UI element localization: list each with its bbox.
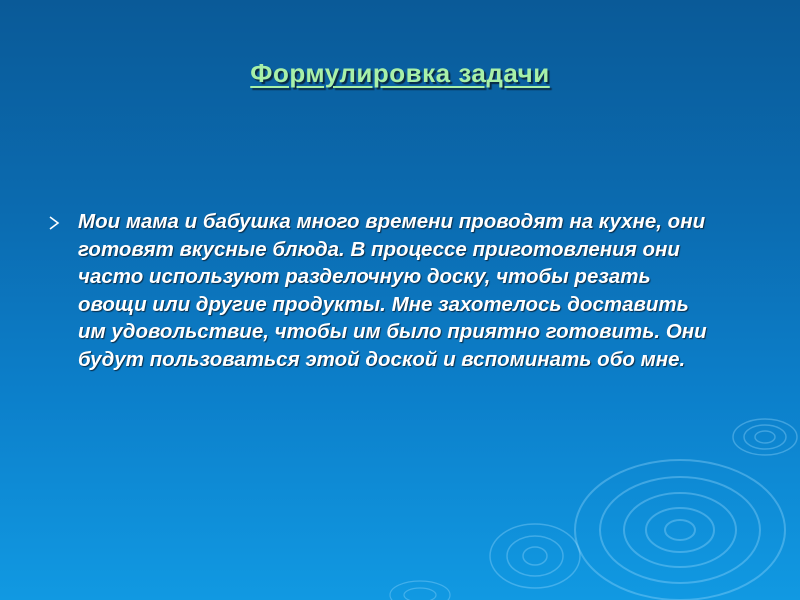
chevron-right-icon: [48, 208, 78, 239]
slide-title: Формулировка задачи: [250, 58, 550, 88]
list-item: [48, 208, 760, 373]
bullet-text: Мои мама и бабушка много времени проводят на кухне, они готовят вкусные блюда. В процессе приготовления они часто используют разделочную доску, чтобы резать овощи или другие продукты. Мне захотелось доставить им удовольствие, чтобы им было приятно готовить. Они будут пользоваться этой доской и вспоминать обо мне.: [78, 210, 707, 371]
bullet-list: [48, 208, 760, 373]
